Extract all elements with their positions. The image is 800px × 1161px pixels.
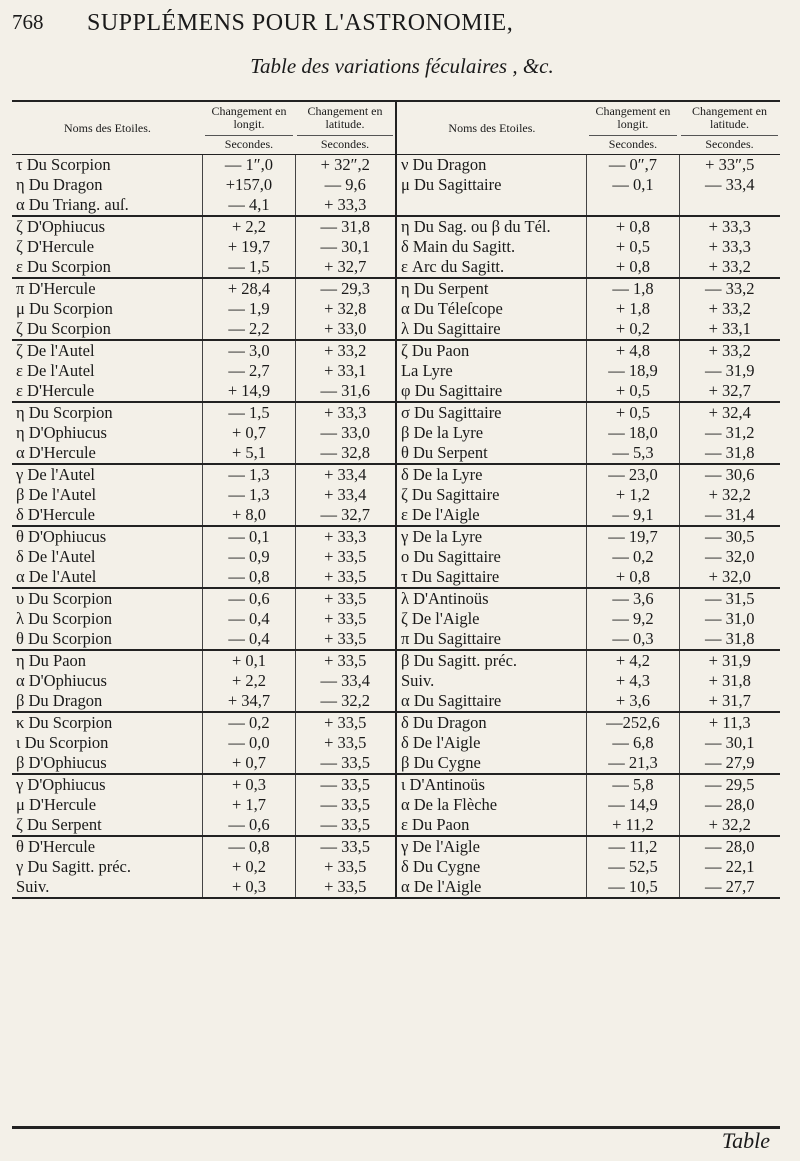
star-name: γ De l'Autel <box>16 465 95 484</box>
latitude-change: — 33,0 <box>295 423 396 443</box>
star-name: ζ Du Sagittaire <box>396 485 587 505</box>
variations-table <box>12 100 780 899</box>
latitude-change: — 31,9 <box>679 361 780 381</box>
latitude-change: + 32,7 <box>295 257 396 278</box>
table-row <box>12 361 780 381</box>
star-name: ν Du Dragon <box>396 155 587 176</box>
longitude-change: — 9,1 <box>587 505 679 526</box>
star-name: υ Du Scorpion <box>16 589 113 608</box>
star-name: ι Du Scorpion <box>16 733 109 752</box>
longitude-change: — 0,6 <box>203 815 295 836</box>
star-name: δ Du Dragon <box>396 712 587 733</box>
latitude-change: — 33,5 <box>295 836 396 857</box>
latitude-change: + 33,3 <box>679 237 780 257</box>
longitude-change: — 3,0 <box>203 340 295 361</box>
latitude-change: + 32″,2 <box>295 155 396 176</box>
table-row <box>12 733 780 753</box>
latitude-change: + 33,5 <box>295 588 396 609</box>
longitude-change: — 0,2 <box>587 547 679 567</box>
table-row <box>12 237 780 257</box>
longitude-change: — 0″,7 <box>587 155 679 176</box>
longitude-change: + 2,2 <box>203 671 295 691</box>
latitude-change: + 32,7 <box>679 381 780 402</box>
table-row <box>12 588 780 609</box>
table-row <box>12 836 780 857</box>
latitude-change: + 31,8 <box>679 671 780 691</box>
longitude-change: — 0,1 <box>203 526 295 547</box>
latitude-change: + 33,2 <box>679 257 780 278</box>
star-name: ι D'Antinoüs <box>396 774 587 795</box>
latitude-change: + 33,5 <box>295 547 396 567</box>
longitude-change: — 0,8 <box>203 567 295 588</box>
longitude-change: — 3,6 <box>587 588 679 609</box>
longitude-change: — 0,8 <box>203 836 295 857</box>
header-latitude-label: Changement en latitude. <box>692 104 767 131</box>
star-name: λ Du Sagittaire <box>396 319 587 340</box>
star-name: α Du Triang. auſ. <box>12 195 203 216</box>
longitude-change: + 1,7 <box>203 795 295 815</box>
star-name: τ Du Sagittaire <box>396 567 587 588</box>
star-name: α Du Téleſcope <box>396 299 587 319</box>
longitude-change: — 9,2 <box>587 609 679 629</box>
star-name: π Du Sagittaire <box>396 629 587 650</box>
longitude-change: — 1″,0 <box>203 155 295 176</box>
latitude-change: + 31,9 <box>679 650 780 671</box>
table-row <box>12 195 780 216</box>
header-unit: Secondes. <box>589 135 677 151</box>
star-name: θ D'Ophiucus <box>16 527 107 546</box>
longitude-change: + 4,3 <box>587 671 679 691</box>
star-name: α D'Ophiucus <box>16 671 107 690</box>
latitude-change <box>679 195 780 216</box>
star-name: ζ D'Ophiucus <box>16 217 106 236</box>
table-row <box>12 216 780 237</box>
longitude-change: — 23,0 <box>587 464 679 485</box>
star-name: ζ De l'Aigle <box>396 609 587 629</box>
latitude-change: + 33,5 <box>295 609 396 629</box>
longitude-change: +157,0 <box>203 175 295 195</box>
latitude-change: + 33,4 <box>295 485 396 505</box>
longitude-change: + 0,2 <box>587 319 679 340</box>
longitude-change: + 8,0 <box>203 505 295 526</box>
star-name: ε D'Hercule <box>12 381 203 402</box>
star-name: η Du Paon <box>16 651 87 670</box>
star-name: α De l'Aigle <box>396 877 587 898</box>
latitude-change: — 29,3 <box>295 278 396 299</box>
longitude-change: — 5,3 <box>587 443 679 464</box>
longitude-change: — 0,2 <box>203 712 295 733</box>
star-name: ζ Du Paon <box>396 340 587 361</box>
latitude-change: + 33,2 <box>679 340 780 361</box>
latitude-change: + 33,5 <box>295 712 396 733</box>
latitude-change: — 30,5 <box>679 526 780 547</box>
star-name: ζ De l'Autel <box>16 341 95 360</box>
latitude-change: + 33,3 <box>295 195 396 216</box>
latitude-change: — 31,8 <box>295 216 396 237</box>
latitude-change: + 33,3 <box>295 402 396 423</box>
longitude-change: — 18,0 <box>587 423 679 443</box>
table-row <box>12 712 780 733</box>
star-name: ε De l'Autel <box>16 361 95 380</box>
star-name: α Du Sagittaire <box>396 691 587 712</box>
star-name: δ Main du Sagitt. <box>396 237 587 257</box>
longitude-change: + 0,8 <box>587 216 679 237</box>
longitude-change: — 4,1 <box>203 195 295 216</box>
star-name: δ De la Lyre <box>396 464 587 485</box>
star-name: α D'Hercule <box>12 443 203 464</box>
star-name: γ D'Ophiucus <box>16 775 106 794</box>
star-name: β De l'Autel <box>16 485 97 504</box>
longitude-change: + 0,8 <box>587 567 679 588</box>
latitude-change: — 33,4 <box>679 175 780 195</box>
latitude-change: + 33,5 <box>295 877 396 898</box>
latitude-change: + 33,1 <box>679 319 780 340</box>
longitude-change: — 1,5 <box>203 257 295 278</box>
star-name: θ Du Scorpion <box>12 629 203 650</box>
star-name: ε Arc du Sagitt. <box>396 257 587 278</box>
longitude-change: + 4,2 <box>587 650 679 671</box>
longitude-change: — 19,7 <box>587 526 679 547</box>
latitude-change: + 33,5 <box>295 567 396 588</box>
bottom-rule <box>12 1126 780 1129</box>
star-name: ε De l'Aigle <box>396 505 587 526</box>
latitude-change: — 9,6 <box>295 175 396 195</box>
longitude-change: + 1,8 <box>587 299 679 319</box>
longitude-change: — 1,9 <box>203 299 295 319</box>
star-name: γ De la Lyre <box>396 526 587 547</box>
latitude-change: — 31,0 <box>679 609 780 629</box>
header-longitude-label: Changement en longit. <box>595 104 671 131</box>
longitude-change: + 0,5 <box>587 237 679 257</box>
star-name: ε Du Scorpion <box>12 257 203 278</box>
table-row <box>12 443 780 464</box>
table-row <box>12 257 780 278</box>
table-row <box>12 175 780 195</box>
star-name: Suiv. <box>12 877 203 898</box>
longitude-change: + 4,8 <box>587 340 679 361</box>
longitude-change: — 52,5 <box>587 857 679 877</box>
latitude-change: + 33″,5 <box>679 155 780 176</box>
longitude-change: — 0,4 <box>203 609 295 629</box>
table-row <box>12 547 780 567</box>
latitude-change: — 31,4 <box>679 505 780 526</box>
table-row <box>12 381 780 402</box>
star-name: ε Du Paon <box>396 815 587 836</box>
header-latitude-left <box>295 101 396 155</box>
latitude-change: + 33,2 <box>679 299 780 319</box>
latitude-change: — 31,8 <box>679 629 780 650</box>
longitude-change: + 11,2 <box>587 815 679 836</box>
longitude-change: + 0,5 <box>587 402 679 423</box>
star-name <box>396 195 587 216</box>
header-latitude-label: Changement en latitude. <box>307 104 383 131</box>
latitude-change: + 33,4 <box>295 464 396 485</box>
latitude-change: — 33,5 <box>295 774 396 795</box>
table-row <box>12 629 780 650</box>
table-row <box>12 877 780 898</box>
star-name: La Lyre <box>396 361 587 381</box>
latitude-change: — 33,5 <box>295 753 396 774</box>
latitude-change: + 33,5 <box>295 650 396 671</box>
latitude-change: + 33,3 <box>295 526 396 547</box>
longitude-change: — 2,7 <box>203 361 295 381</box>
latitude-change: + 33,5 <box>295 857 396 877</box>
latitude-change: — 31,6 <box>295 381 396 402</box>
latitude-change: + 33,5 <box>295 733 396 753</box>
star-name: σ Du Sagittaire <box>396 402 587 423</box>
longitude-change: + 0,5 <box>587 381 679 402</box>
star-name: γ De l'Aigle <box>396 836 587 857</box>
latitude-change: — 32,7 <box>295 505 396 526</box>
table-row <box>12 299 780 319</box>
latitude-change: — 27,9 <box>679 753 780 774</box>
latitude-change: + 32,2 <box>679 815 780 836</box>
latitude-change: — 28,0 <box>679 836 780 857</box>
latitude-change: + 11,3 <box>679 712 780 733</box>
star-name: μ Du Scorpion <box>16 299 113 318</box>
latitude-change: — 22,1 <box>679 857 780 877</box>
page-number: 768 <box>12 10 44 34</box>
longitude-change: — 1,5 <box>203 402 295 423</box>
header-star-names-left: Noms des Etoiles. <box>12 101 203 155</box>
latitude-change: + 33,5 <box>295 629 396 650</box>
star-name: β D'Ophiucus <box>12 753 203 774</box>
latitude-change: — 31,8 <box>679 443 780 464</box>
page-header <box>12 10 792 78</box>
star-name: η Du Dragon <box>16 175 103 194</box>
longitude-change: — 0,4 <box>203 629 295 650</box>
header-latitude-right <box>679 101 780 155</box>
table-row <box>12 815 780 836</box>
latitude-change: — 30,1 <box>295 237 396 257</box>
table-row <box>12 485 780 505</box>
latitude-change: — 33,2 <box>679 278 780 299</box>
longitude-change: + 0,7 <box>203 753 295 774</box>
longitude-change <box>587 195 679 216</box>
table-header-row <box>12 101 780 155</box>
longitude-change: + 5,1 <box>203 443 295 464</box>
latitude-change: — 31,5 <box>679 588 780 609</box>
table-row <box>12 464 780 485</box>
star-name: β Du Cygne <box>396 753 587 774</box>
star-name: θ Du Serpent <box>396 443 587 464</box>
table-row <box>12 319 780 340</box>
header-unit: Secondes. <box>297 135 393 151</box>
latitude-change: — 27,7 <box>679 877 780 898</box>
latitude-change: + 32,0 <box>679 567 780 588</box>
longitude-change: + 34,7 <box>203 691 295 712</box>
star-name: γ Du Sagitt. préc. <box>16 857 131 876</box>
table-body <box>12 155 780 899</box>
longitude-change: + 3,6 <box>587 691 679 712</box>
table-row <box>12 774 780 795</box>
table-row <box>12 671 780 691</box>
longitude-change: + 0,3 <box>203 877 295 898</box>
star-name: δ De l'Aigle <box>396 733 587 753</box>
longitude-change: — 6,8 <box>587 733 679 753</box>
longitude-change: — 21,3 <box>587 753 679 774</box>
longitude-change: —252,6 <box>587 712 679 733</box>
latitude-change: — 30,6 <box>679 464 780 485</box>
latitude-change: + 33,0 <box>295 319 396 340</box>
star-name: ζ D'Hercule <box>16 237 95 256</box>
longitude-change: — 0,3 <box>587 629 679 650</box>
header-longitude-left <box>203 101 295 155</box>
table-row <box>12 423 780 443</box>
table-row <box>12 526 780 547</box>
latitude-change: — 33,4 <box>295 671 396 691</box>
latitude-change: — 32,8 <box>295 443 396 464</box>
star-name: π D'Hercule <box>16 279 96 298</box>
table-row <box>12 505 780 526</box>
longitude-change: + 0,3 <box>203 774 295 795</box>
star-name: δ D'Hercule <box>12 505 203 526</box>
latitude-change: — 32,2 <box>295 691 396 712</box>
longitude-change: + 19,7 <box>203 237 295 257</box>
longitude-change: + 1,2 <box>587 485 679 505</box>
latitude-change: — 33,5 <box>295 815 396 836</box>
latitude-change: + 32,4 <box>679 402 780 423</box>
longitude-change: — 0,0 <box>203 733 295 753</box>
table-row <box>12 155 780 176</box>
latitude-change: — 33,5 <box>295 795 396 815</box>
header-unit: Secondes. <box>205 135 293 151</box>
longitude-change: — 18,9 <box>587 361 679 381</box>
star-name: φ Du Sagittaire <box>396 381 587 402</box>
longitude-change: — 1,3 <box>203 485 295 505</box>
star-name: ζ Du Serpent <box>12 815 203 836</box>
table-subtitle: Table des variations féculaires , &c. <box>250 54 554 78</box>
latitude-change: — 29,5 <box>679 774 780 795</box>
star-name: η Du Scorpion <box>16 403 113 422</box>
longitude-change: — 11,2 <box>587 836 679 857</box>
star-name: μ Du Sagittaire <box>396 175 587 195</box>
latitude-change: + 32,8 <box>295 299 396 319</box>
header-star-names-right: Noms des Etoiles. <box>396 101 587 155</box>
longitude-change: + 0,2 <box>203 857 295 877</box>
running-title: SUPPLÉMENS POUR L'ASTRONOMIE, <box>87 10 514 36</box>
star-name: β De la Lyre <box>396 423 587 443</box>
star-name: β Du Dragon <box>12 691 203 712</box>
star-name: δ De l'Autel <box>16 547 96 566</box>
longitude-change: — 1,8 <box>587 278 679 299</box>
longitude-change: — 2,2 <box>203 319 295 340</box>
longitude-change: — 1,3 <box>203 464 295 485</box>
table-row <box>12 609 780 629</box>
longitude-change: + 28,4 <box>203 278 295 299</box>
star-name: η D'Ophiucus <box>16 423 107 442</box>
latitude-change: — 28,0 <box>679 795 780 815</box>
header-longitude-label: Changement en longit. <box>211 104 287 131</box>
table-row <box>12 402 780 423</box>
star-name: η Du Sag. ou β du Tél. <box>396 216 587 237</box>
latitude-change: + 33,2 <box>295 340 396 361</box>
star-name: κ Du Scorpion <box>16 713 113 732</box>
star-name: η Du Serpent <box>396 278 587 299</box>
star-name: α De la Flèche <box>396 795 587 815</box>
star-name: μ D'Hercule <box>16 795 97 814</box>
longitude-change: — 0,1 <box>587 175 679 195</box>
star-name: β Du Sagitt. préc. <box>396 650 587 671</box>
latitude-change: + 31,7 <box>679 691 780 712</box>
latitude-change: — 31,2 <box>679 423 780 443</box>
star-name: ο Du Sagittaire <box>396 547 587 567</box>
table-row <box>12 753 780 774</box>
longitude-change: — 0,9 <box>203 547 295 567</box>
star-name: τ Du Scorpion <box>16 155 111 174</box>
header-unit: Secondes. <box>681 135 778 151</box>
star-name: λ D'Antinoüs <box>396 588 587 609</box>
longitude-change: + 14,9 <box>203 381 295 402</box>
longitude-change: + 2,2 <box>203 216 295 237</box>
latitude-change: + 32,2 <box>679 485 780 505</box>
longitude-change: — 14,9 <box>587 795 679 815</box>
star-name: θ D'Hercule <box>16 837 96 856</box>
longitude-change: + 0,7 <box>203 423 295 443</box>
star-name: α De l'Autel <box>12 567 203 588</box>
longitude-change: + 0,1 <box>203 650 295 671</box>
table-row <box>12 340 780 361</box>
longitude-change: + 0,8 <box>587 257 679 278</box>
star-name: ζ Du Scorpion <box>12 319 203 340</box>
latitude-change: + 33,1 <box>295 361 396 381</box>
table-row <box>12 650 780 671</box>
latitude-change: — 30,1 <box>679 733 780 753</box>
star-name: λ Du Scorpion <box>16 609 112 628</box>
table-row <box>12 857 780 877</box>
longitude-change: — 0,6 <box>203 588 295 609</box>
latitude-change: + 33,3 <box>679 216 780 237</box>
table-row <box>12 567 780 588</box>
header-longitude-right <box>587 101 679 155</box>
table-row <box>12 278 780 299</box>
longitude-change: — 10,5 <box>587 877 679 898</box>
longitude-change: — 5,8 <box>587 774 679 795</box>
latitude-change: — 32,0 <box>679 547 780 567</box>
catchword: Table <box>721 1128 770 1153</box>
table-row <box>12 691 780 712</box>
table-row <box>12 795 780 815</box>
star-name: Suiv. <box>396 671 587 691</box>
star-name: δ Du Cygne <box>396 857 587 877</box>
